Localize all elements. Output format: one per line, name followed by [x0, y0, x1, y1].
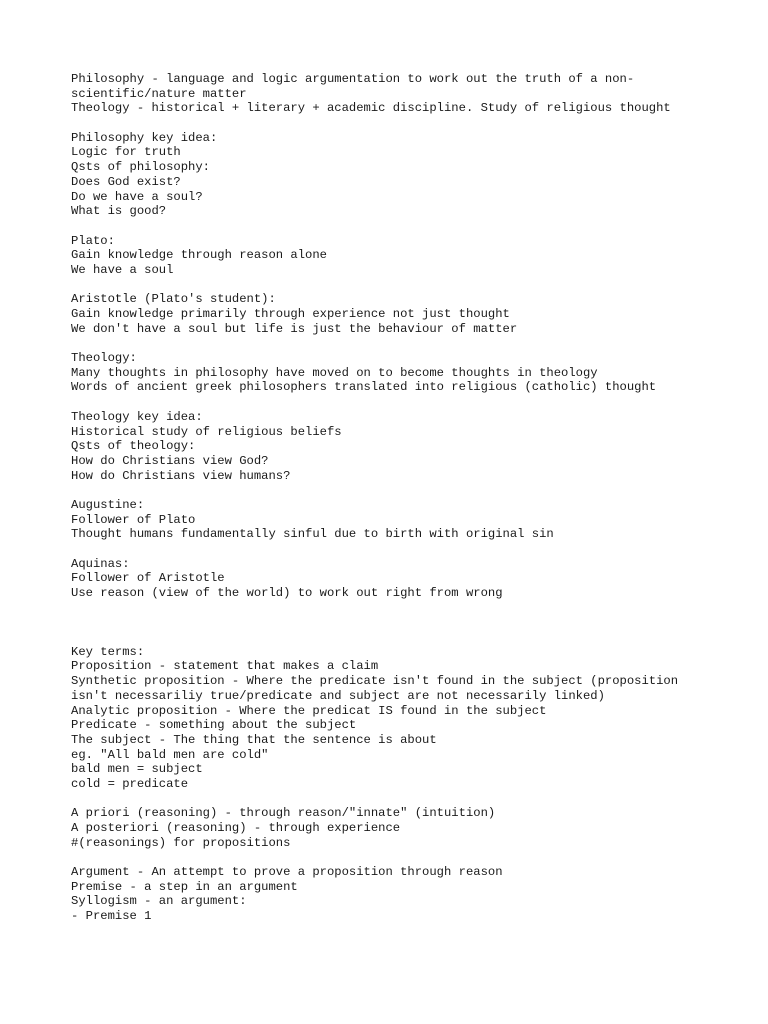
- text-line: bald men = subject: [71, 762, 203, 777]
- text-line: Proposition - statement that makes a claim: [71, 659, 379, 674]
- text-line: Philosophy - language and logic argumentation to work out the truth of a non-: [71, 72, 635, 86]
- text-line: Logic for truth: [71, 145, 181, 160]
- text-line: What is good?: [71, 204, 167, 219]
- text-line: Gain knowledge primarily through experience not just thought: [71, 307, 510, 321]
- plato-section: [71, 234, 751, 278]
- theology-key-section: [71, 410, 751, 483]
- blank-space: [71, 601, 751, 645]
- text-line: Follower of Aristotle: [71, 571, 225, 586]
- text-line: Qsts of philosophy:: [71, 160, 210, 175]
- text-line: #(reasonings) for propositions: [71, 835, 291, 850]
- text-line: We don't have a soul but life is just the behaviour of matter: [71, 321, 518, 336]
- aristotle-section: [71, 292, 751, 336]
- text-line: Syllogism - an argument:: [71, 894, 247, 909]
- text-line: Use reason (view of the world) to work out right from wrong: [71, 586, 503, 601]
- text-line: Synthetic proposition - Where the predicate isn't found in the subject (proposition: [71, 674, 679, 689]
- text-line: Theology - historical + literary + academic discipline. Study of religious thought: [71, 101, 671, 116]
- section-heading: Aristotle (Plato's student):: [71, 292, 276, 307]
- text-line: Do we have a soul?: [71, 189, 203, 204]
- text-line: A posteriori (reasoning) - through experience: [71, 821, 401, 835]
- section-heading: Aquinas:: [71, 556, 130, 571]
- section-heading: Theology key idea:: [71, 409, 203, 424]
- theology-section: [71, 351, 751, 395]
- intro-section: [71, 72, 751, 116]
- text-line: The subject - The thing that the sentence is about: [71, 732, 437, 747]
- text-line: Does God exist?: [71, 174, 181, 189]
- text-line: We have a soul: [71, 262, 174, 277]
- text-line: Thought humans fundamentally sinful due to birth with original sin: [71, 527, 554, 542]
- aquinas-section: [71, 557, 751, 601]
- augustine-section: [71, 498, 751, 542]
- text-line: Analytic proposition - Where the predicat IS found in the subject: [71, 703, 547, 718]
- text-line: isn't necessariliy true/predicate and subject are not necessarily linked): [71, 688, 605, 703]
- text-line: Argument - An attempt to prove a proposition through reason: [71, 865, 503, 880]
- text-line: Words of ancient greek philosophers translated into religious (catholic) thought: [71, 380, 657, 395]
- text-line: scientific/nature matter: [71, 86, 247, 101]
- reasoning-section: [71, 806, 751, 850]
- text-line: eg. "All bald men are cold": [71, 747, 269, 762]
- section-heading: Philosophy key idea:: [71, 130, 218, 145]
- text-line: Many thoughts in philosophy have moved on to become thoughts in theology: [71, 365, 598, 380]
- section-heading: Theology:: [71, 351, 137, 366]
- section-heading: Plato:: [71, 233, 115, 248]
- text-line: Premise - a step in an argument: [71, 879, 298, 894]
- text-line: Gain knowledge through reason alone: [71, 248, 327, 263]
- text-line: Predicate - something about the subject: [71, 718, 357, 733]
- document-page: [71, 72, 751, 924]
- text-line: - Premise 1: [71, 909, 152, 924]
- argument-section: [71, 865, 751, 924]
- text-line: Follower of Plato: [71, 512, 196, 527]
- key-terms-section: [71, 645, 751, 792]
- text-line: Qsts of theology:: [71, 439, 196, 454]
- text-line: cold = predicate: [71, 776, 189, 791]
- text-line: Historical study of religious beliefs: [71, 424, 342, 439]
- text-line: A priori (reasoning) - through reason/"innate" (intuition): [71, 806, 496, 821]
- text-line: How do Christians view God?: [71, 453, 269, 468]
- text-line: How do Christians view humans?: [71, 468, 291, 483]
- section-heading: Augustine:: [71, 497, 145, 512]
- philosophy-key-section: [71, 131, 751, 219]
- section-heading: Key terms:: [71, 644, 145, 659]
